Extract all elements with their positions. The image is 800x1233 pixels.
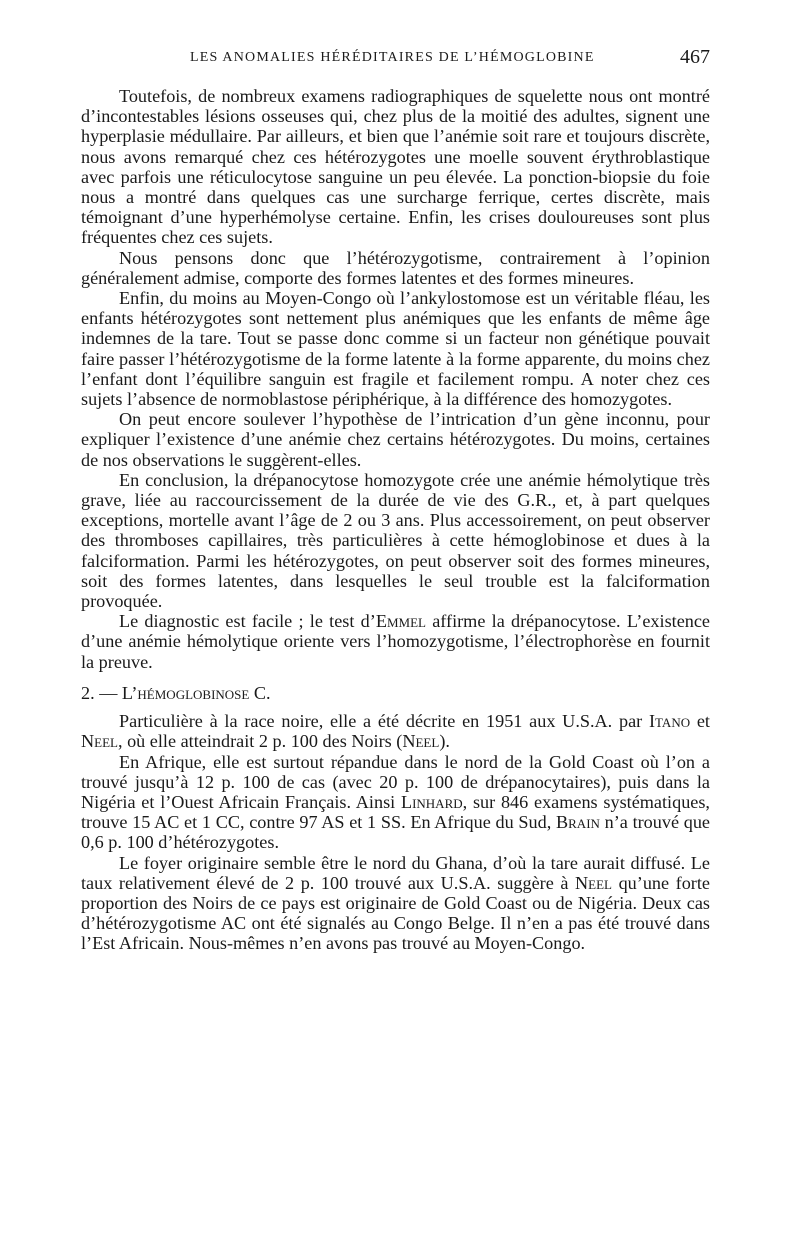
paragraph: Toutefois, de nombreux examens radiographiques de squelette nous ont montré d’incontestables lésions osseuses qui, chez plus de la moitié des adultes, signent une hyperplasie médullaire. Par ailleurs, et bien que l’anémie soit rare et toujours discrète, nous avons remarqué chez ces hétérozygotes une moelle souvent érythroblastique avec parfois une réticulocytose sanguine un peu élevée. La ponction-biopsie du foie nous a montré dans quelques cas une surcharge ferrique, certes discrète, mais témoignant d’une hyperhémolyse certaine. Enfin, les crises douloureuses sont plus fréquentes chez ces sujets.	[81, 86, 710, 248]
paragraph	[81, 611, 710, 672]
author-name: Neel	[81, 731, 118, 752]
text-run: Le diagnostic est facile ; le test d’	[119, 611, 376, 632]
text-run: affirme la drépanocytose. L’existence d’une anémie hémolytique oriente vers l’homozygotisme, l’électrophorèse en fournit la preuve.	[81, 611, 711, 672]
text-run: , où elle atteindrait 2 p. 100 des Noirs (	[117, 731, 403, 752]
page-number: 467	[680, 46, 710, 68]
section-title: L’hémoglobinose	[121, 682, 250, 703]
paragraph	[81, 752, 710, 853]
author-name: Itano	[648, 711, 691, 732]
paragraph: Nous pensons donc que l’hétérozygotisme, contrairement à l’opinion généralement admise, comporte des formes latentes et des formes mineures.	[81, 247, 710, 288]
text-run: et	[690, 711, 710, 732]
running-title: LES ANOMALIES HÉRÉDITAIRES DE L’HÉMOGLOBINE	[190, 50, 595, 65]
section-heading	[81, 683, 710, 703]
paragraph: On peut encore soulever l’hypothèse de l’intrication d’un gène inconnu, pour expliquer l’existence d’une anémie chez certains hétérozygotes. Du moins, certaines de nos observations le suggèrent-elles.	[81, 409, 710, 470]
text-run: , sur 846 examens systématiques, trouve 15 AC et 1 CC, contre 97 AS et 1 SS. En Afrique du Sud,	[81, 791, 710, 833]
paragraph	[81, 853, 710, 954]
text-run: ).	[439, 731, 450, 752]
author-name: Neel	[402, 731, 440, 752]
author-name: Neel	[575, 872, 612, 893]
running-head	[80, 46, 710, 70]
author-name: Emmel	[375, 611, 426, 632]
paragraph: En conclusion, la drépanocytose homozygote crée une anémie hémolytique très grave, liée au raccourcissement de la durée de vie des G.R., et, à part quelques exceptions, mortelle avant l’âge de 2 ou 3 ans. Plus accessoirement, on peut observer des thromboses capillaires, très particulières à cette hémoglobinose et dues à la falciformation. Parmi les hétérozygotes, on peut observer soit des formes mineures, soit des formes latentes, dans lesquelles le seul trouble est la falciformation provoquée.	[81, 469, 710, 612]
text-run: Particulière à la race noire, elle a été décrite en 1951 aux U.S.A. par	[119, 711, 649, 732]
text-run: En Afrique, elle est surtout répandue dans le nord de la Gold Coast où l’on a trouvé jusqu’à 12 p. 100 de cas (avec 20 p. 100 de drépanocytaires), puis dans la Nigéria et l’Ouest Africain Français. Ainsi	[81, 751, 710, 812]
section-number: 2. —	[81, 682, 118, 703]
author-name: Linhard	[400, 791, 463, 812]
author-name: Brain	[556, 812, 600, 833]
paragraph	[81, 711, 710, 751]
section-letter: C.	[253, 682, 271, 703]
text-run: qu’une forte proportion des Noirs de ce pays est originaire de Gold Coast ou de Nigéria. Deux cas d’hétérozygotisme AC ont été signalés au Congo Belge. Il n’en a pas été trouvé dans l’Est Africain. Nous-mêmes n’en avons pas trouvé au Moyen-Congo.	[81, 872, 710, 954]
text-run: Le foyer originaire semble être le nord du Ghana, d’où la tare aurait diffusé. Le taux relativement élevé de 2 p. 100 trouvé aux U.S.A. suggère à	[81, 852, 710, 893]
body-text	[81, 86, 710, 954]
text-run: n’a trouvé que 0,6 p. 100 d’hétérozygotes.	[81, 812, 711, 853]
paragraph: Enfin, du moins au Moyen-Congo où l’ankylostomose est un véritable fléau, les enfants hétérozygotes sont nettement plus anémiques que les enfants de même âge indemnes de la tare. Tout se passe donc comme si un facteur non génétique pouvait faire passer l’hétérozygotisme de la forme latente à la forme apparente, du moins chez l’enfant dont l’équilibre sanguin est fragile et facilement rompu. A noter chez ces sujets l’absence de normoblastose périphérique, à la différence des homozygotes.	[81, 288, 710, 410]
